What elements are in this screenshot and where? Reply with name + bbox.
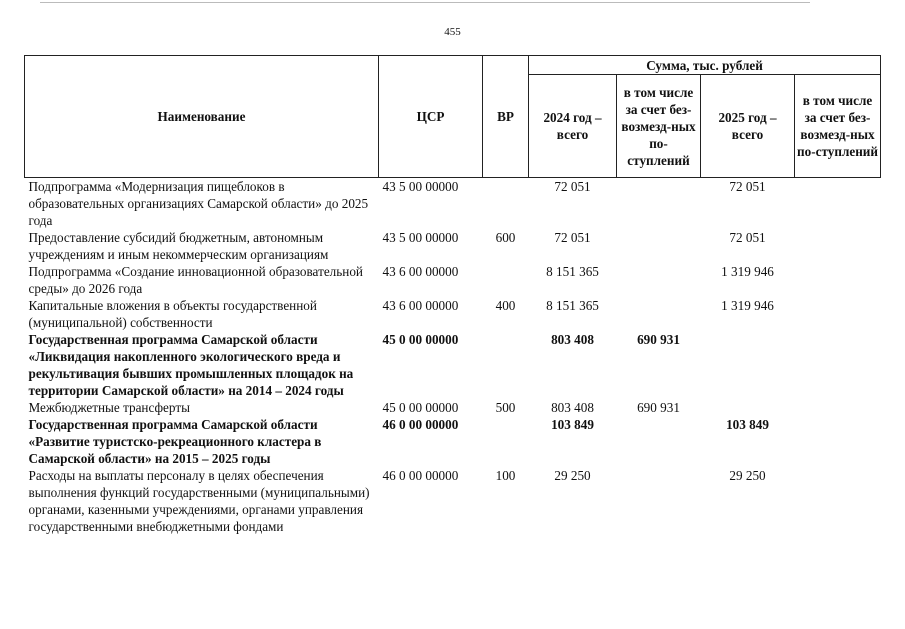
row-2024-gratuitous — [617, 467, 701, 535]
row-vr: 500 — [495, 400, 516, 415]
header-2025-total: 2025 год – всего — [701, 75, 795, 178]
header-name: Наименование — [25, 56, 379, 178]
row-2025-total: 72 051 — [729, 230, 766, 245]
header-vr: ВР — [483, 56, 529, 178]
row-vr — [483, 331, 529, 399]
table-header — [25, 56, 881, 178]
scan-edge-line — [40, 2, 810, 3]
row-2024-gratuitous — [617, 297, 701, 331]
row-2025-total: 29 250 — [729, 468, 766, 483]
row-2024-gratuitous — [617, 416, 701, 467]
row-2025-total: 72 051 — [729, 179, 766, 194]
row-2025-total: 1 319 946 — [721, 298, 774, 313]
header-csr: ЦСР — [379, 56, 483, 178]
row-csr: 45 0 00 00000 — [382, 400, 459, 415]
row-name: Подпрограмма «Создание инновационной образовательной среды» до 2026 года — [28, 264, 363, 296]
row-2024-gratuitous — [617, 229, 701, 263]
row-2024-total: 29 250 — [554, 468, 591, 483]
row-name: Расходы на выплаты персоналу в целях обеспечения выполнения функций государственными (муниципальными) органами, казенными учреждениями, органами управления государственными внебюджетными фондами — [28, 468, 370, 534]
row-2024-gratuitous: 690 931 — [637, 332, 680, 347]
row-2025-total: 103 849 — [726, 417, 769, 432]
row-name: Государственная программа Самарской области «Развитие туристско-рекреационного кластера в Самарской области» на 2015 – 2025 годы — [28, 417, 322, 466]
row-name: Предоставление субсидий бюджетным, автономным учреждениям и иным некоммерческим организациям — [28, 230, 329, 262]
row-2025-total — [701, 399, 795, 416]
row-2024-total: 803 408 — [551, 332, 594, 347]
row-2025-gratuitous — [795, 263, 881, 297]
row-2025-gratuitous — [795, 467, 881, 535]
row-2024-total: 103 849 — [551, 417, 594, 432]
row-2024-gratuitous: 690 931 — [637, 400, 680, 415]
row-2024-total: 8 151 365 — [546, 298, 599, 313]
row-csr: 45 0 00 00000 — [382, 332, 459, 347]
table-row — [25, 331, 881, 399]
table-row — [25, 467, 881, 535]
row-2024-total: 8 151 365 — [546, 264, 599, 279]
row-name: Государственная программа Самарской области «Ликвидация накопленного экологического вреда и рекультивация бывших промышленных площадок на территории Самарской области» на 2014 – 2024 годы — [28, 332, 354, 398]
header-2024-total: 2024 год – всего — [529, 75, 617, 178]
page-number: 455 — [444, 26, 461, 38]
row-csr: 43 6 00 00000 — [382, 264, 459, 279]
header-2025-gratuitous: в том числе за счет без-возмезд-ных по-ступлений — [795, 75, 881, 178]
table-row — [25, 263, 881, 297]
row-2025-gratuitous — [795, 416, 881, 467]
row-name: Капитальные вложения в объекты государственной (муниципальной) собственности — [28, 298, 317, 330]
row-vr — [483, 178, 529, 230]
table-body — [25, 178, 881, 536]
row-2025-gratuitous — [795, 399, 881, 416]
row-2025-gratuitous — [795, 229, 881, 263]
row-2025-total — [701, 331, 795, 399]
row-2025-gratuitous — [795, 331, 881, 399]
row-csr: 46 0 00 00000 — [382, 417, 459, 432]
table-row — [25, 178, 881, 230]
header-sum-group: Сумма, тыс. рублей — [529, 56, 881, 75]
row-2024-gratuitous — [617, 263, 701, 297]
row-2025-total: 1 319 946 — [721, 264, 774, 279]
row-2024-gratuitous — [617, 178, 701, 230]
row-vr: 400 — [495, 298, 516, 313]
row-2025-gratuitous — [795, 297, 881, 331]
row-vr: 100 — [495, 468, 516, 483]
row-csr: 43 6 00 00000 — [382, 298, 459, 313]
row-csr: 43 5 00 00000 — [382, 230, 459, 245]
row-2024-total: 803 408 — [551, 400, 594, 415]
row-2024-total: 72 051 — [554, 230, 591, 245]
row-csr: 46 0 00 00000 — [382, 468, 459, 483]
table-row — [25, 416, 881, 467]
row-name: Межбюджетные трансферты — [28, 400, 190, 415]
row-vr: 600 — [495, 230, 516, 245]
table-row — [25, 229, 881, 263]
table-row — [25, 297, 881, 331]
budget-table — [24, 55, 881, 535]
row-csr: 43 5 00 00000 — [382, 179, 459, 194]
table-row — [25, 399, 881, 416]
row-name: Подпрограмма «Модернизация пищеблоков в образовательных организациях Самарской области» до 2025 года — [28, 179, 369, 228]
row-vr — [483, 416, 529, 467]
header-2024-gratuitous: в том числе за счет без-возмезд-ных по-ступлений — [617, 75, 701, 178]
row-2025-gratuitous — [795, 178, 881, 230]
row-vr — [483, 263, 529, 297]
row-2024-total: 72 051 — [554, 179, 591, 194]
